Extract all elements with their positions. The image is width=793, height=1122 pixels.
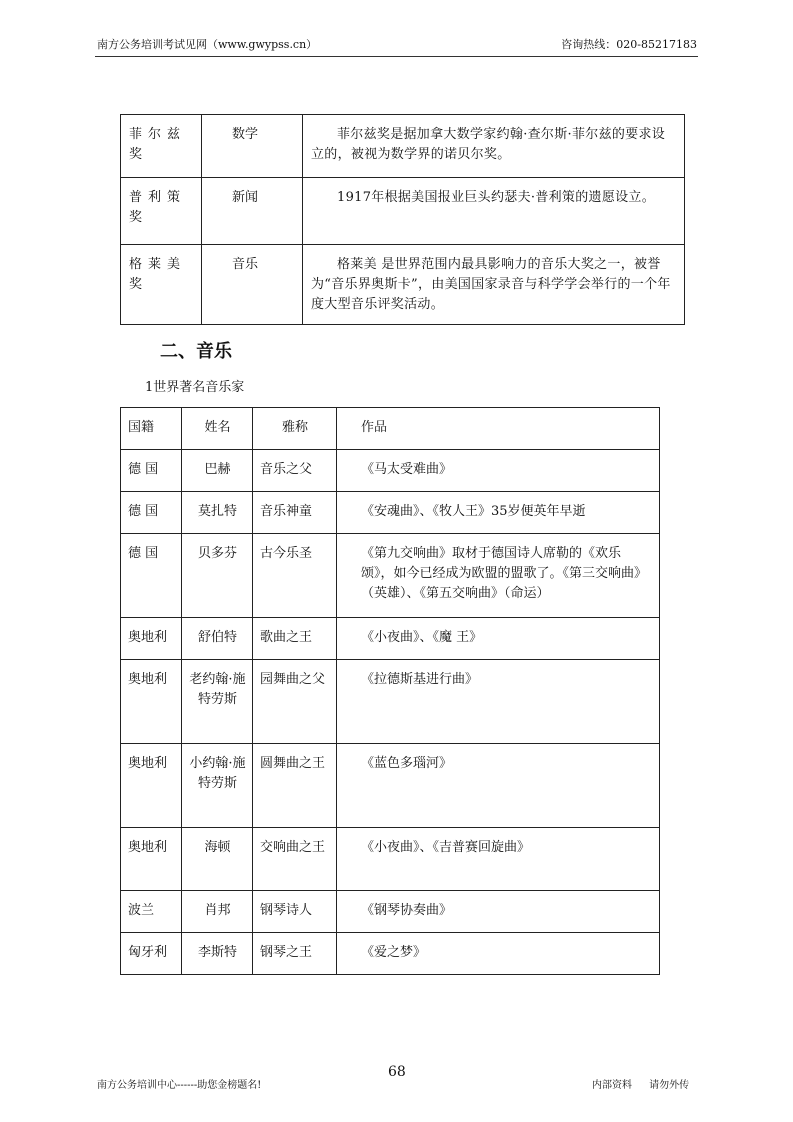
table-row	[121, 660, 660, 744]
table-row	[121, 744, 660, 828]
musician-works: 《拉德斯基进行曲》	[337, 660, 660, 744]
award-field: 音乐	[202, 245, 303, 325]
section-title: 二、音乐	[160, 341, 232, 362]
musician-country: 匈牙利	[121, 933, 182, 975]
musician-title: 圆舞曲之王	[253, 744, 337, 828]
award-description: 格莱美 是世界范围内最具影响力的音乐大奖之一，被誉为“音乐界奥斯卡”，由美国国家录音与科学学会举行的一个年度大型音乐评奖活动。	[303, 245, 685, 325]
musician-country: 德 国	[121, 534, 182, 618]
column-header: 姓名	[182, 408, 253, 450]
award-name: 普利策奖	[121, 178, 202, 245]
award-description: 1917年根据美国报业巨头约瑟夫·普利策的遗愿设立。	[303, 178, 685, 245]
table-row	[121, 450, 660, 492]
musician-title: 钢琴诗人	[253, 891, 337, 933]
musician-country: 奥地利	[121, 744, 182, 828]
musician-country: 奥地利	[121, 828, 182, 891]
musician-works: 《马太受难曲》	[337, 450, 660, 492]
musician-country: 奥地利	[121, 618, 182, 660]
header-divider	[95, 56, 698, 57]
table-row	[121, 115, 685, 178]
musician-name: 老约翰·施特劳斯	[182, 660, 253, 744]
musician-works: 《小夜曲》、《吉普赛回旋曲》	[337, 828, 660, 891]
musician-works: 《小夜曲》、《魔 王》	[337, 618, 660, 660]
award-name: 菲尔兹奖	[121, 115, 202, 178]
musician-country: 德 国	[121, 492, 182, 534]
musician-title: 音乐神童	[253, 492, 337, 534]
award-name: 格莱美奖	[121, 245, 202, 325]
table-row	[121, 534, 660, 618]
musician-works: 《钢琴协奏曲》	[337, 891, 660, 933]
musician-name: 海顿	[182, 828, 253, 891]
table-row	[121, 492, 660, 534]
table-row	[121, 245, 685, 325]
musician-name: 莫扎特	[182, 492, 253, 534]
musician-name: 巴赫	[182, 450, 253, 492]
column-header: 国籍	[121, 408, 182, 450]
footer-left: 南方公务培训中心------助您金榜题名!	[97, 1080, 262, 1091]
table-row	[121, 828, 660, 891]
page-header-right: 咨询热线：020-85217183	[561, 38, 697, 51]
award-field: 数学	[202, 115, 303, 178]
table-row	[121, 178, 685, 245]
musician-works: 《第九交响曲》取材于德国诗人席勒的《欢乐颂》，如今已经成为欧盟的盟歌了。《第三交响曲》（英雄）、《第五交响曲》（命运）	[337, 534, 660, 618]
footer-right: 内部资料 请勿外传	[592, 1080, 690, 1091]
award-description: 菲尔兹奖是据加拿大数学家约翰·查尔斯·菲尔兹的要求设立的，被视为数学界的诺贝尔奖。	[303, 115, 685, 178]
section-subtitle: 1世界著名音乐家	[145, 380, 245, 395]
musician-title: 古今乐圣	[253, 534, 337, 618]
musician-title: 钢琴之王	[253, 933, 337, 975]
musician-name: 李斯特	[182, 933, 253, 975]
awards-table	[120, 114, 685, 325]
page-header-left: 南方公务培训考试见网（www.gwypss.cn）	[97, 38, 318, 51]
table-row	[121, 618, 660, 660]
musician-title: 歌曲之王	[253, 618, 337, 660]
musician-country: 波兰	[121, 891, 182, 933]
column-header: 作品	[337, 408, 660, 450]
table-row	[121, 891, 660, 933]
musicians-table	[120, 407, 660, 975]
musician-title: 园舞曲之父	[253, 660, 337, 744]
musician-country: 德 国	[121, 450, 182, 492]
musician-country: 奥地利	[121, 660, 182, 744]
musician-name: 舒伯特	[182, 618, 253, 660]
musician-title: 交响曲之王	[253, 828, 337, 891]
musician-name: 肖邦	[182, 891, 253, 933]
table-row	[121, 933, 660, 975]
musician-title: 音乐之父	[253, 450, 337, 492]
musician-name: 贝多芬	[182, 534, 253, 618]
musician-works: 《安魂曲》、《牧人王》35岁便英年早逝	[337, 492, 660, 534]
musician-works: 《蓝色多瑙河》	[337, 744, 660, 828]
table-header-row	[121, 408, 660, 450]
award-field: 新闻	[202, 178, 303, 245]
musician-name: 小约翰·施特劳斯	[182, 744, 253, 828]
page-number: 68	[388, 1064, 406, 1080]
musician-works: 《爱之梦》	[337, 933, 660, 975]
column-header: 雅称	[253, 408, 337, 450]
